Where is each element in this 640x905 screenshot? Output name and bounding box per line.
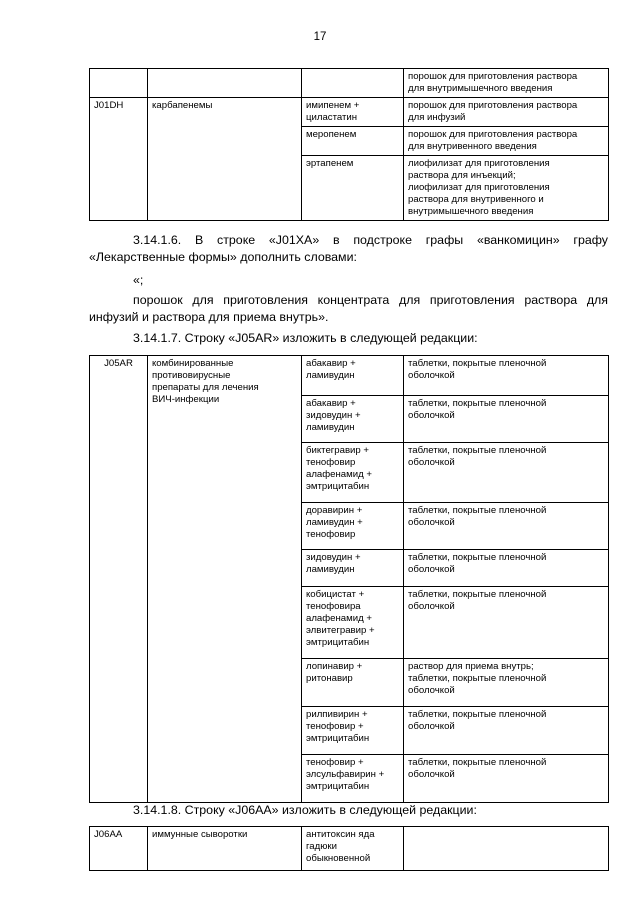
paragraph-3-14-1-6: 3.14.1.6. В строке «J01XA» в подстроке графы «ванкомицин» графу «Лекарственные формы» дополнить словами: bbox=[89, 233, 608, 264]
group-cell bbox=[148, 356, 302, 803]
drug-name-cell bbox=[302, 69, 404, 98]
dosage-form: оболочкой bbox=[408, 685, 455, 696]
dosage-form: для внутривенного введения bbox=[408, 141, 537, 152]
drug-name: тенофовир bbox=[306, 529, 356, 540]
drug-name-cell bbox=[302, 356, 404, 396]
dosage-form: таблетки, покрытые пленочной bbox=[408, 398, 547, 409]
dosage-form: оболочкой bbox=[408, 517, 455, 528]
drug-name: тенофовир + bbox=[306, 721, 364, 732]
dosage-form: таблетки, покрытые пленочной bbox=[408, 358, 547, 369]
dosage-form-cell bbox=[404, 587, 609, 659]
dosage-form: порошок для приготовления раствора bbox=[408, 100, 578, 111]
drug-name-cell bbox=[302, 127, 404, 156]
dosage-form: оболочкой bbox=[408, 410, 455, 421]
drug-name: эмтрицитабин bbox=[306, 481, 370, 492]
table-row bbox=[90, 98, 609, 127]
dosage-form-cell bbox=[404, 396, 609, 443]
dosage-form: таблетки, покрытые пленочной bbox=[408, 757, 547, 768]
dosage-form: таблетки, покрытые пленочной bbox=[408, 445, 547, 456]
dosage-form: раствор для приема внутрь; bbox=[408, 661, 534, 672]
group-name: комбинированные bbox=[152, 358, 234, 369]
group-name: препараты для лечения bbox=[152, 382, 259, 393]
dosage-form: оболочкой bbox=[408, 601, 455, 612]
drug-name: тенофовир + bbox=[306, 757, 364, 768]
drug-name: имипенем + bbox=[306, 100, 360, 111]
dosage-form: таблетки, покрытые пленочной bbox=[408, 709, 547, 720]
drug-name: абакавир + bbox=[306, 398, 356, 409]
drug-name: тенофовира bbox=[306, 601, 361, 612]
drug-name-cell bbox=[302, 156, 404, 221]
dosage-form: оболочкой bbox=[408, 721, 455, 732]
atc-code: J05AR bbox=[104, 358, 133, 369]
dosage-form: таблетки, покрытые пленочной bbox=[408, 505, 547, 516]
dosage-form: оболочкой bbox=[408, 457, 455, 468]
drug-name: кобицистат + bbox=[306, 589, 365, 600]
atc-code: J06AA bbox=[94, 829, 123, 840]
dosage-form: оболочкой bbox=[408, 564, 455, 575]
page-number: 17 bbox=[313, 31, 327, 43]
dosage-form: для инфузий bbox=[408, 112, 466, 123]
drug-name: эмтрицитабин bbox=[306, 781, 370, 792]
drug-name: ритонавир bbox=[306, 673, 353, 684]
paragraph-addition: порошок для приготовления концентрата для приготовления раствора для инфузий и раствора для приема внутрь». bbox=[89, 293, 608, 324]
drug-name-cell bbox=[302, 443, 404, 503]
dosage-form: лиофилизат для приготовления bbox=[408, 182, 550, 193]
drug-table-j06aa bbox=[89, 826, 609, 871]
drug-name: абакавир + bbox=[306, 358, 356, 369]
drug-name-cell bbox=[302, 396, 404, 443]
group-name: противовирусные bbox=[152, 370, 231, 381]
group-cell bbox=[148, 827, 302, 871]
dosage-form-cell bbox=[404, 356, 609, 396]
dosage-form: лиофилизат для приготовления bbox=[408, 158, 550, 169]
drug-name: эмтрицитабин bbox=[306, 637, 370, 648]
drug-name: зидовудин + bbox=[306, 552, 361, 563]
drug-name: эмтрицитабин bbox=[306, 733, 370, 744]
drug-name-cell bbox=[302, 755, 404, 803]
drug-name-cell bbox=[302, 827, 404, 871]
dosage-form: раствора для инъекций; bbox=[408, 170, 516, 181]
atc-code-cell bbox=[90, 69, 148, 98]
table-row bbox=[90, 827, 609, 871]
drug-name: элвитегравир + bbox=[306, 625, 375, 636]
atc-code: J01DH bbox=[94, 100, 124, 111]
drug-name-cell bbox=[302, 659, 404, 707]
drug-name-cell bbox=[302, 98, 404, 127]
dosage-form-cell bbox=[404, 156, 609, 221]
dosage-form-cell bbox=[404, 550, 609, 587]
dosage-form-cell bbox=[404, 503, 609, 550]
drug-name-cell bbox=[302, 550, 404, 587]
group-name: иммунные сыворотки bbox=[152, 829, 248, 840]
atc-code-cell bbox=[90, 356, 148, 803]
drug-name: меропенем bbox=[306, 129, 357, 140]
drug-table-j01dh bbox=[89, 68, 609, 221]
drug-name: тенофовир bbox=[306, 457, 356, 468]
dosage-form: оболочкой bbox=[408, 370, 455, 381]
dosage-form-cell bbox=[404, 443, 609, 503]
drug-name: доравирин + bbox=[306, 505, 363, 516]
group-cell bbox=[148, 69, 302, 98]
paragraph-3-14-1-8: 3.14.1.8. Строку «J06AA» изложить в следующей редакции: bbox=[133, 803, 477, 817]
dosage-form: таблетки, покрытые пленочной bbox=[408, 589, 547, 600]
drug-name: ламивудин bbox=[306, 422, 355, 433]
dosage-form: порошок для приготовления раствора bbox=[408, 71, 578, 82]
dosage-form: внутримышечного введения bbox=[408, 206, 534, 217]
drug-name: антитоксин яда bbox=[306, 829, 375, 840]
drug-name: эртапенем bbox=[306, 158, 354, 169]
table-row bbox=[90, 69, 609, 98]
drug-name: биктегравир + bbox=[306, 445, 370, 456]
drug-name: алафенамид + bbox=[306, 469, 372, 480]
dosage-form-cell bbox=[404, 659, 609, 707]
dosage-form-cell bbox=[404, 98, 609, 127]
drug-name: ламивудин bbox=[306, 370, 355, 381]
paragraph-3-14-1-7: 3.14.1.7. Строку «J05AR» изложить в следующей редакции: bbox=[133, 331, 478, 345]
dosage-form: таблетки, покрытые пленочной bbox=[408, 673, 547, 684]
drug-name: обыкновенной bbox=[306, 853, 371, 864]
drug-name: рилпивирин + bbox=[306, 709, 368, 720]
drug-name: зидовудин + bbox=[306, 410, 361, 421]
atc-code-cell bbox=[90, 827, 148, 871]
dosage-form: оболочкой bbox=[408, 769, 455, 780]
dosage-form-cell bbox=[404, 707, 609, 755]
drug-name: ламивудин + bbox=[306, 517, 363, 528]
atc-code-cell bbox=[90, 98, 148, 221]
group-name: карбапенемы bbox=[152, 100, 213, 111]
drug-name: циластатин bbox=[306, 112, 358, 123]
drug-name: элсульфавирин + bbox=[306, 769, 385, 780]
drug-table-j05ar bbox=[89, 355, 609, 803]
drug-name: лопинавир + bbox=[306, 661, 363, 672]
dosage-form-cell bbox=[404, 127, 609, 156]
drug-name-cell bbox=[302, 503, 404, 550]
table-row bbox=[90, 356, 609, 396]
dosage-form-cell bbox=[404, 827, 609, 871]
drug-name-cell bbox=[302, 707, 404, 755]
group-cell bbox=[148, 98, 302, 221]
dosage-form: для внутримышечного введения bbox=[408, 83, 553, 94]
drug-name: гадюки bbox=[306, 841, 337, 852]
drug-name: алафенамид + bbox=[306, 613, 372, 624]
dosage-form-cell bbox=[404, 755, 609, 803]
dosage-form: порошок для приготовления раствора bbox=[408, 129, 578, 140]
dosage-form-cell bbox=[404, 69, 609, 98]
dosage-form: таблетки, покрытые пленочной bbox=[408, 552, 547, 563]
group-name: ВИЧ-инфекции bbox=[152, 394, 220, 405]
dosage-form: раствора для внутривенного и bbox=[408, 194, 544, 205]
drug-name: ламивудин bbox=[306, 564, 355, 575]
quote-open: «; bbox=[133, 273, 144, 287]
drug-name-cell bbox=[302, 587, 404, 659]
